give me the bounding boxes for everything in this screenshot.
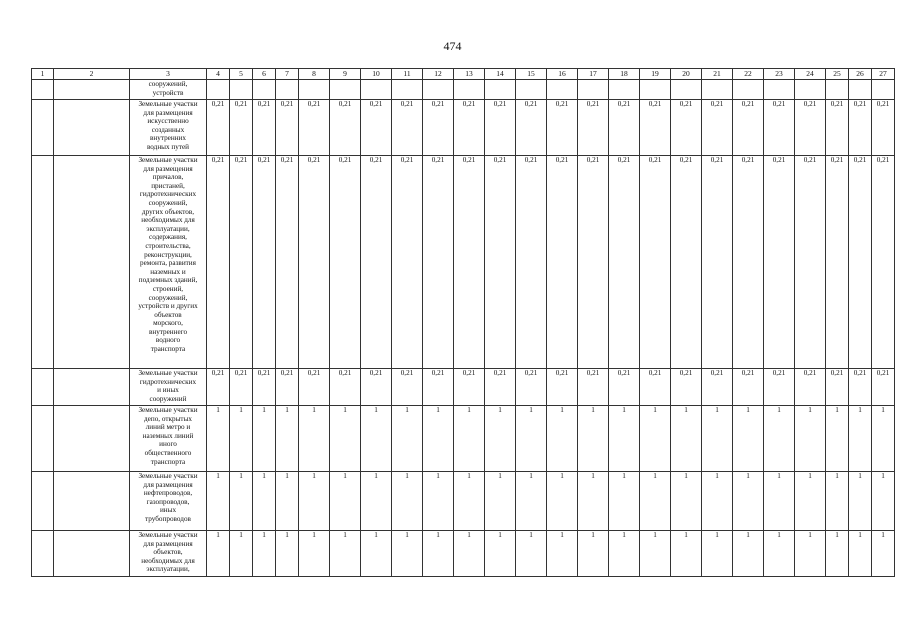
value-cell: 1 bbox=[361, 531, 392, 577]
value-cell: 0,21 bbox=[253, 156, 276, 369]
column-header: 23 bbox=[764, 69, 795, 80]
value-cell bbox=[872, 80, 895, 100]
value-cell: 1 bbox=[454, 472, 485, 531]
value-cell: 1 bbox=[330, 406, 361, 472]
column-header: 25 bbox=[826, 69, 849, 80]
row-description: Земельные участки для размещения объектов, необходимых для эксплуатации, bbox=[130, 531, 207, 577]
value-cell: 1 bbox=[423, 472, 454, 531]
value-cell bbox=[330, 80, 361, 100]
value-cell: 1 bbox=[578, 531, 609, 577]
value-cell: 0,21 bbox=[485, 156, 516, 369]
cell-col1 bbox=[32, 531, 54, 577]
value-cell: 1 bbox=[547, 472, 578, 531]
value-cell bbox=[578, 80, 609, 100]
cell-col2 bbox=[54, 80, 130, 100]
value-cell: 0,21 bbox=[764, 156, 795, 369]
value-cell: 1 bbox=[253, 531, 276, 577]
value-cell bbox=[230, 80, 253, 100]
value-cell: 1 bbox=[733, 531, 764, 577]
value-cell: 1 bbox=[764, 472, 795, 531]
value-cell: 0,21 bbox=[702, 100, 733, 156]
table-row bbox=[32, 369, 895, 406]
value-cell: 0,21 bbox=[516, 369, 547, 406]
value-cell: 1 bbox=[826, 472, 849, 531]
value-cell: 1 bbox=[826, 406, 849, 472]
table-row bbox=[32, 472, 895, 531]
value-cell: 1 bbox=[230, 472, 253, 531]
value-cell: 0,21 bbox=[330, 100, 361, 156]
value-cell: 0,21 bbox=[578, 156, 609, 369]
value-cell: 0,21 bbox=[849, 100, 872, 156]
value-cell bbox=[702, 80, 733, 100]
value-cell bbox=[423, 80, 454, 100]
value-cell: 0,21 bbox=[454, 156, 485, 369]
value-cell: 1 bbox=[485, 406, 516, 472]
value-cell: 0,21 bbox=[547, 100, 578, 156]
column-header: 1 bbox=[32, 69, 54, 80]
value-cell: 1 bbox=[609, 406, 640, 472]
value-cell: 1 bbox=[207, 406, 230, 472]
value-cell: 1 bbox=[299, 472, 330, 531]
value-cell: 1 bbox=[849, 531, 872, 577]
cell-col1 bbox=[32, 369, 54, 406]
value-cell: 1 bbox=[849, 406, 872, 472]
table-row bbox=[32, 406, 895, 472]
value-cell: 0,21 bbox=[547, 369, 578, 406]
cell-col1 bbox=[32, 472, 54, 531]
value-cell: 0,21 bbox=[207, 156, 230, 369]
value-cell: 1 bbox=[230, 531, 253, 577]
value-cell: 0,21 bbox=[485, 369, 516, 406]
value-cell: 1 bbox=[230, 406, 253, 472]
value-cell: 1 bbox=[733, 406, 764, 472]
value-cell: 0,21 bbox=[299, 100, 330, 156]
value-cell: 1 bbox=[640, 472, 671, 531]
row-description: Земельные участки депо, открытых линий метро и наземных линий иного общественного транспорта bbox=[130, 406, 207, 472]
value-cell: 1 bbox=[702, 472, 733, 531]
value-cell bbox=[516, 80, 547, 100]
column-header: 24 bbox=[795, 69, 826, 80]
value-cell: 1 bbox=[276, 472, 299, 531]
value-cell: 1 bbox=[702, 406, 733, 472]
value-cell: 0,21 bbox=[702, 156, 733, 369]
column-header: 5 bbox=[230, 69, 253, 80]
value-cell: 0,21 bbox=[330, 156, 361, 369]
value-cell: 1 bbox=[516, 472, 547, 531]
value-cell: 0,21 bbox=[547, 156, 578, 369]
column-header: 16 bbox=[547, 69, 578, 80]
value-cell: 0,21 bbox=[276, 100, 299, 156]
cell-col2 bbox=[54, 472, 130, 531]
value-cell bbox=[253, 80, 276, 100]
value-cell bbox=[392, 80, 423, 100]
value-cell: 0,21 bbox=[423, 100, 454, 156]
row-description: сооружений, устройств bbox=[130, 80, 207, 100]
value-cell: 1 bbox=[609, 531, 640, 577]
value-cell bbox=[733, 80, 764, 100]
value-cell: 0,21 bbox=[872, 369, 895, 406]
value-cell: 0,21 bbox=[454, 100, 485, 156]
cell-col2 bbox=[54, 100, 130, 156]
column-header: 10 bbox=[361, 69, 392, 80]
value-cell: 1 bbox=[578, 472, 609, 531]
value-cell: 1 bbox=[578, 406, 609, 472]
table-row bbox=[32, 156, 895, 369]
value-cell: 1 bbox=[299, 531, 330, 577]
value-cell: 1 bbox=[423, 531, 454, 577]
value-cell: 0,21 bbox=[671, 100, 702, 156]
value-cell: 0,21 bbox=[671, 369, 702, 406]
value-cell bbox=[361, 80, 392, 100]
value-cell: 1 bbox=[733, 472, 764, 531]
cell-col2 bbox=[54, 406, 130, 472]
value-cell: 1 bbox=[671, 531, 702, 577]
value-cell: 1 bbox=[849, 472, 872, 531]
value-cell: 1 bbox=[872, 406, 895, 472]
column-header: 14 bbox=[485, 69, 516, 80]
value-cell: 1 bbox=[764, 406, 795, 472]
value-cell: 0,21 bbox=[609, 156, 640, 369]
value-cell: 1 bbox=[872, 472, 895, 531]
column-header: 7 bbox=[276, 69, 299, 80]
column-header: 12 bbox=[423, 69, 454, 80]
value-cell: 0,21 bbox=[299, 156, 330, 369]
value-cell: 0,21 bbox=[485, 100, 516, 156]
table-row bbox=[32, 531, 895, 577]
row-description: Земельные участки для размещения нефтепроводов, газопроводов, иных трубопроводов bbox=[130, 472, 207, 531]
value-cell: 0,21 bbox=[872, 156, 895, 369]
value-cell: 0,21 bbox=[640, 100, 671, 156]
column-header: 22 bbox=[733, 69, 764, 80]
value-cell: 1 bbox=[392, 406, 423, 472]
value-cell: 1 bbox=[671, 472, 702, 531]
column-header: 4 bbox=[207, 69, 230, 80]
value-cell bbox=[640, 80, 671, 100]
value-cell: 0,21 bbox=[764, 369, 795, 406]
value-cell bbox=[849, 80, 872, 100]
value-cell: 0,21 bbox=[207, 100, 230, 156]
value-cell: 0,21 bbox=[733, 369, 764, 406]
value-cell: 1 bbox=[764, 531, 795, 577]
value-cell: 0,21 bbox=[733, 156, 764, 369]
value-cell: 0,21 bbox=[423, 156, 454, 369]
value-cell bbox=[299, 80, 330, 100]
value-cell: 0,21 bbox=[826, 100, 849, 156]
table-row bbox=[32, 100, 895, 156]
column-header: 21 bbox=[702, 69, 733, 80]
value-cell: 0,21 bbox=[392, 156, 423, 369]
row-description: Земельные участки для размещения причалов, пристаней, гидротехнических сооружений, других объектов, необходимых для эксплуатации, содержания, строительства, реконструкции, ремонта, развития наземных и подземных зданий, строений, сооружений, устройств и других объектов морского, внутреннего водного транспорта bbox=[130, 156, 207, 369]
value-cell: 1 bbox=[702, 531, 733, 577]
value-cell: 1 bbox=[361, 406, 392, 472]
column-header: 27 bbox=[872, 69, 895, 80]
value-cell: 1 bbox=[485, 472, 516, 531]
value-cell: 0,21 bbox=[795, 369, 826, 406]
value-cell bbox=[826, 80, 849, 100]
value-cell: 0,21 bbox=[872, 100, 895, 156]
value-cell: 0,21 bbox=[230, 156, 253, 369]
value-cell: 1 bbox=[423, 406, 454, 472]
value-cell bbox=[454, 80, 485, 100]
value-cell: 0,21 bbox=[330, 369, 361, 406]
value-cell: 0,21 bbox=[361, 100, 392, 156]
value-cell: 0,21 bbox=[733, 100, 764, 156]
value-cell: 0,21 bbox=[516, 156, 547, 369]
header-row bbox=[32, 69, 895, 80]
value-cell: 1 bbox=[516, 531, 547, 577]
value-cell: 1 bbox=[795, 406, 826, 472]
column-header: 17 bbox=[578, 69, 609, 80]
value-cell: 0,21 bbox=[392, 100, 423, 156]
value-cell: 1 bbox=[330, 531, 361, 577]
value-cell: 0,21 bbox=[423, 369, 454, 406]
cell-col2 bbox=[54, 369, 130, 406]
value-cell: 0,21 bbox=[299, 369, 330, 406]
value-cell: 0,21 bbox=[826, 369, 849, 406]
value-cell: 1 bbox=[547, 406, 578, 472]
value-cell: 0,21 bbox=[826, 156, 849, 369]
cell-col1 bbox=[32, 100, 54, 156]
value-cell: 0,21 bbox=[795, 156, 826, 369]
cell-col2 bbox=[54, 156, 130, 369]
value-cell: 1 bbox=[872, 531, 895, 577]
column-header: 2 bbox=[54, 69, 130, 80]
table-row bbox=[32, 80, 895, 100]
column-header: 8 bbox=[299, 69, 330, 80]
column-header: 26 bbox=[849, 69, 872, 80]
value-cell bbox=[795, 80, 826, 100]
value-cell bbox=[764, 80, 795, 100]
value-cell: 0,21 bbox=[578, 369, 609, 406]
value-cell: 0,21 bbox=[671, 156, 702, 369]
value-cell: 1 bbox=[609, 472, 640, 531]
value-cell bbox=[207, 80, 230, 100]
cell-col2 bbox=[54, 531, 130, 577]
value-cell: 0,21 bbox=[392, 369, 423, 406]
value-cell: 0,21 bbox=[795, 100, 826, 156]
value-cell: 1 bbox=[516, 406, 547, 472]
value-cell bbox=[547, 80, 578, 100]
value-cell: 0,21 bbox=[609, 100, 640, 156]
column-header: 19 bbox=[640, 69, 671, 80]
value-cell: 1 bbox=[299, 406, 330, 472]
value-cell: 1 bbox=[207, 531, 230, 577]
value-cell bbox=[276, 80, 299, 100]
value-cell: 0,21 bbox=[253, 100, 276, 156]
value-cell: 0,21 bbox=[609, 369, 640, 406]
value-cell: 1 bbox=[454, 406, 485, 472]
column-header: 18 bbox=[609, 69, 640, 80]
value-cell: 1 bbox=[392, 531, 423, 577]
row-description: Земельные участки для размещения искусственно созданных внутренних водных путей bbox=[130, 100, 207, 156]
value-cell: 1 bbox=[640, 531, 671, 577]
tariff-table bbox=[31, 68, 895, 577]
value-cell: 0,21 bbox=[207, 369, 230, 406]
value-cell: 0,21 bbox=[276, 369, 299, 406]
cell-col1 bbox=[32, 156, 54, 369]
value-cell: 1 bbox=[485, 531, 516, 577]
value-cell bbox=[671, 80, 702, 100]
value-cell: 0,21 bbox=[276, 156, 299, 369]
value-cell: 1 bbox=[795, 472, 826, 531]
value-cell: 1 bbox=[795, 531, 826, 577]
value-cell: 1 bbox=[392, 472, 423, 531]
column-header: 13 bbox=[454, 69, 485, 80]
value-cell: 0,21 bbox=[253, 369, 276, 406]
value-cell: 1 bbox=[640, 406, 671, 472]
value-cell bbox=[485, 80, 516, 100]
value-cell: 1 bbox=[671, 406, 702, 472]
column-header: 9 bbox=[330, 69, 361, 80]
value-cell: 0,21 bbox=[361, 369, 392, 406]
value-cell: 1 bbox=[276, 406, 299, 472]
value-cell: 1 bbox=[276, 531, 299, 577]
row-description: Земельные участки гидротехнических и иных сооружений bbox=[130, 369, 207, 406]
value-cell: 1 bbox=[207, 472, 230, 531]
value-cell: 1 bbox=[454, 531, 485, 577]
column-header: 3 bbox=[130, 69, 207, 80]
value-cell: 0,21 bbox=[516, 100, 547, 156]
value-cell: 0,21 bbox=[640, 369, 671, 406]
column-header: 15 bbox=[516, 69, 547, 80]
cell-col1 bbox=[32, 406, 54, 472]
cell-col1 bbox=[32, 80, 54, 100]
value-cell: 1 bbox=[330, 472, 361, 531]
value-cell: 1 bbox=[253, 406, 276, 472]
value-cell: 1 bbox=[826, 531, 849, 577]
value-cell: 0,21 bbox=[849, 369, 872, 406]
value-cell: 0,21 bbox=[849, 156, 872, 369]
value-cell: 0,21 bbox=[764, 100, 795, 156]
value-cell: 1 bbox=[253, 472, 276, 531]
value-cell: 0,21 bbox=[578, 100, 609, 156]
column-header: 20 bbox=[671, 69, 702, 80]
value-cell: 0,21 bbox=[454, 369, 485, 406]
value-cell: 0,21 bbox=[230, 100, 253, 156]
column-header: 11 bbox=[392, 69, 423, 80]
value-cell bbox=[609, 80, 640, 100]
value-cell: 1 bbox=[547, 531, 578, 577]
column-header: 6 bbox=[253, 69, 276, 80]
value-cell: 1 bbox=[361, 472, 392, 531]
value-cell: 0,21 bbox=[230, 369, 253, 406]
page-number: 474 bbox=[443, 39, 462, 53]
value-cell: 0,21 bbox=[361, 156, 392, 369]
value-cell: 0,21 bbox=[702, 369, 733, 406]
value-cell: 0,21 bbox=[640, 156, 671, 369]
